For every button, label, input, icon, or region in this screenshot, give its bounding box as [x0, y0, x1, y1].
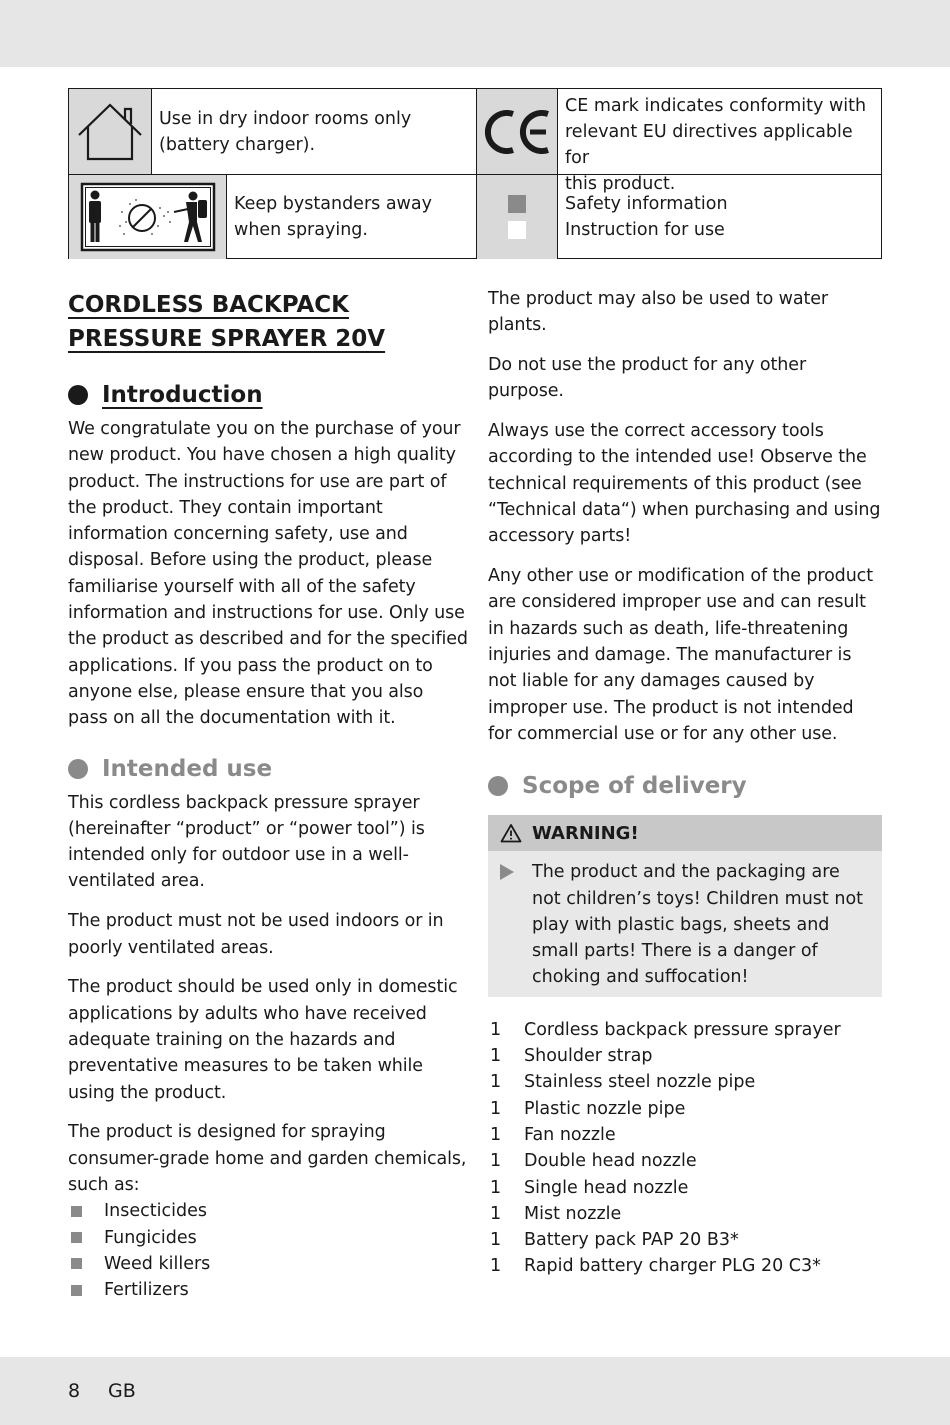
symbol-table: [68, 88, 882, 259]
arrow-bullet-icon: [500, 864, 514, 880]
bystanders-text: Keep bystanders away when spraying.: [234, 194, 432, 240]
list-item: 1 Single head nozzle: [490, 1177, 689, 1198]
intended-use-paragraph: The product should be used only in domestic applications by adults who have received adequate training on the hazards and preventative measures to be taken while using the product.: [68, 977, 458, 1103]
chemicals-list: [68, 1198, 468, 1303]
page-title: CORDLESS BACKPACK PRESSURE SPRAYER 20V: [68, 292, 386, 352]
usage-paragraph: The product may also be used to water plants.: [488, 289, 829, 336]
page-number: 8: [68, 1380, 81, 1402]
usage-paragraph: Any other use or modification of the product are considered improper use and can result in hazards such as death, life-threatening injuries and damage. The manufacturer is not liable for any damages caused by improper use. The product is not intended for commercial use or for any other use.: [488, 566, 873, 744]
ce-mark-text: CE mark indicates conformity with relevant EU directives applicable for this product.: [565, 96, 867, 194]
square-bullet-icon: [71, 1232, 82, 1243]
indoor-use-text: Use in dry indoor rooms only (battery charger).: [159, 109, 412, 155]
delivery-list: [488, 1017, 882, 1280]
heading-bullet-icon: [68, 759, 88, 779]
info-squares-icon: [476, 174, 557, 259]
list-item: 1 Battery pack PAP 20 B3*: [490, 1230, 739, 1251]
footer-band: [0, 1357, 950, 1425]
usage-paragraph: Always use the correct accessory tools according to the intended use! Observe the technical requirements of this product (see “Technical data“) when purchasing and using accessory parts!: [488, 421, 881, 547]
list-item: 1 Rapid battery charger PLG 20 C3*: [490, 1256, 821, 1277]
square-bullet-icon: [71, 1258, 82, 1269]
top-band: [0, 0, 950, 67]
square-bullet-icon: [71, 1206, 82, 1217]
warning-header: WARNING!: [488, 815, 882, 851]
intended-use-paragraph: The product is designed for spraying consumer-grade home and garden chemicals, such as:: [68, 1122, 467, 1195]
list-item: 1 Fan nozzle: [490, 1124, 616, 1145]
intended-use-paragraph: This cordless backpack pressure sprayer (hereinafter “product” or “power tool”) is intended only for outdoor use in a well-ventilated area.: [68, 792, 425, 892]
right-column: [488, 286, 882, 1280]
introduction-text: We congratulate you on the purchase of your new product. You have chosen a high quality product. The instructions for use are part of the product. They contain important information concerning safety, use and disposal. Before using the product, please familiarise yourself with all of the safety information and instructions for use. Only use the product as described and for the specified applications. If you pass the product on to anyone else, please ensure that you also pass on all the documentation with it.: [68, 419, 468, 729]
list-item: Insecticides: [68, 1198, 468, 1224]
list-item: Fungicides: [68, 1225, 468, 1251]
list-item: 1 Shoulder strap: [490, 1046, 653, 1067]
list-item: Weed killers: [68, 1251, 468, 1277]
heading-bullet-icon: [488, 776, 508, 796]
intended-use-paragraph: The product must not be used indoors or in poorly ventilated areas.: [68, 911, 444, 958]
warning-text: The product and the packaging are not children’s toys! Children must not play with plastic bags, sheets and small parts! There is a danger of choking and suffocation!: [532, 862, 864, 988]
list-item: 1 Stainless steel nozzle pipe: [490, 1072, 756, 1093]
scope-of-delivery-heading: Scope of delivery: [488, 769, 882, 803]
language-code: GB: [108, 1380, 136, 1402]
list-item: Fertilizers: [68, 1277, 468, 1303]
usage-paragraph: Do not use the product for any other purpose.: [488, 355, 807, 402]
list-item: 1 Plastic nozzle pipe: [490, 1098, 686, 1119]
introduction-heading: Introduction: [68, 378, 468, 412]
left-column: [68, 288, 468, 1303]
ce-mark-icon: [476, 89, 557, 174]
list-item: 1 Cordless backpack pressure sprayer: [490, 1019, 841, 1040]
info-text: Safety information Instruction for use: [565, 194, 728, 240]
intended-use-heading: Intended use: [68, 752, 468, 786]
heading-bullet-icon: [68, 385, 88, 405]
list-item: 1 Double head nozzle: [490, 1151, 697, 1172]
list-item: 1 Mist nozzle: [490, 1203, 622, 1224]
warning-box: [488, 815, 882, 996]
warning-triangle-icon: [500, 823, 522, 843]
keep-bystanders-away-icon: [69, 174, 226, 259]
square-bullet-icon: [71, 1285, 82, 1296]
warning-body: [488, 851, 882, 996]
house-icon: [69, 89, 151, 174]
